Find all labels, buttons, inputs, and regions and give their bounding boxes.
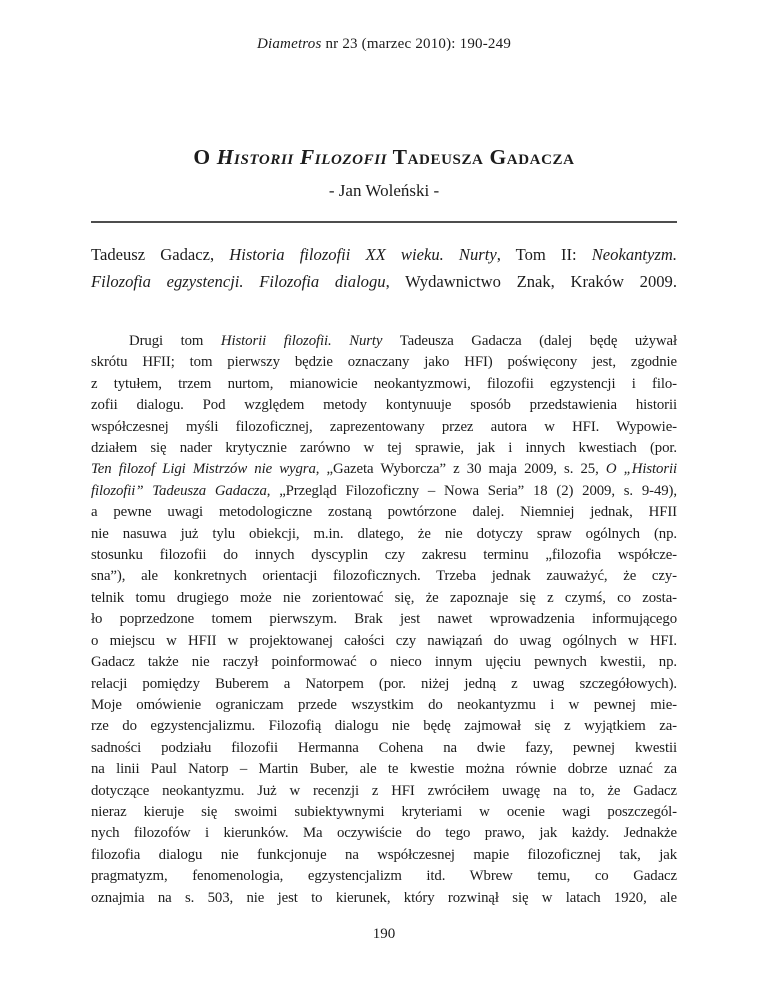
text-segment: nych filozofów i kierunków. Ma oczywiście do tego prawo, jak każdy. Jednakże [91,825,677,842]
body-text-line [91,716,677,737]
text-segment: Tadeusz Gadacz, [91,245,230,264]
italic-text-segment: filozofii” Tadeusza Gadacza [91,482,267,499]
text-segment: dotyczące neokantyzmu. Już w recenzji z HFI zwróciłem uwagę na to, że Gadacz [91,782,677,799]
text-segment: rze do egzystencjalizmu. Filozofią dialogu nie będę zajmował się z wyjątkiem za- [91,718,677,735]
body-text-line [91,781,677,802]
book-citation-block [91,241,677,295]
body-text-line [91,566,677,587]
body-text-line [91,481,677,502]
title-prefix: O [193,145,217,169]
text-segment: , Wydawnictwo Znak, Kraków 2009. [385,272,677,291]
body-text-line [91,609,677,630]
body-text-line [91,823,677,844]
text-segment: Drugi tom [129,333,221,349]
text-segment: , „Przegląd Filozoficzny – Nowa Seria” 18 (2) 2009, s. 9-49), [266,482,677,499]
body-text-line [91,759,677,780]
italic-text-segment: Historii filozofii. Nurty [220,333,383,349]
text-segment: na linii Paul Natorp – Martin Buber, ale te kwestie można równie dobrze uznać za [91,761,677,778]
issue-info: nr 23 (marzec 2010): 190-249 [321,36,512,52]
text-segment: ło poprzedzone tomem pierwszym. Brak jest nawet wprowadzenia informującego [91,611,677,628]
text-segment: a pewne uwagi metodologiczne zostaną powtórzone dalej. Niemniej jednak, HFII [91,504,677,521]
text-segment: pragmatyzm, fenomenologia, egzystencjalizm itd. Wbrew temu, co Gadacz [91,868,677,885]
body-text-line [91,459,677,480]
body-text-line [91,438,677,459]
journal-name: Diametros [256,36,322,52]
author-line: - Jan Woleński - [328,181,440,200]
body-text-line [91,524,677,545]
article-body-paragraph [91,331,677,909]
body-text-line [91,417,677,438]
italic-text-segment: Filozofia egzystencji. Filozofia dialogu [91,272,386,291]
title-divider-rule [91,221,677,223]
text-segment: , „Gazeta Wyborcza” z 30 maja 2009, s. 25, [315,461,606,478]
title-rest: Tadeusza Gadacza [387,145,575,169]
text-segment: Tadeusza Gadacza (dalej będę używał [382,333,677,349]
citation-line [91,268,677,295]
text-segment: z tytułem, trzem nurtom, mianowicie neokantyzmowi, filozofii egzystencji i filo- [91,375,677,392]
text-segment: stosunku filozofii do innych dyscyplin czy zakresu terminu „filozofia współcze- [91,547,677,564]
text-segment: Moje omówienie ograniczam przede wszystkim do neokantyzmu i w pewnej mie- [91,696,677,713]
italic-text-segment: Neokantyzm. [591,245,677,264]
body-text-line [91,395,677,416]
body-text-line [91,802,677,823]
body-text-line [91,631,677,652]
journal-header [0,36,768,53]
title-italic-part: Historii Filozofii [216,145,388,169]
body-text-line [91,502,677,523]
body-text-line [91,374,677,395]
body-text-line [91,652,677,673]
text-segment: sadności podziału filozofii Hermanna Cohena na dwie fazy, pewnej kwestii [91,739,677,756]
body-text-line [91,545,677,566]
italic-text-segment: O „Historii [605,461,677,478]
text-segment: Gadacz także nie raczył poinformować o nieco innym ujęciu pewnych kwestii, np. [91,654,677,671]
text-segment: , Tom II: [496,245,592,264]
italic-text-segment: Ten filozof Ligi Mistrzów nie wygra [91,461,316,478]
body-text-line [91,588,677,609]
body-text-line [91,674,677,695]
text-segment: sna”), ale konkretnych orientacji filozoficznych. Trzeba jednak zauważyć, że czy- [91,568,677,585]
text-segment: działem się nader krytycznie zarówno w tej sprawie, jak i innych kwestiach (por. [91,440,677,457]
body-text-line [91,695,677,716]
citation-line [91,241,677,268]
text-segment: telnik tomu drugiego może nie zorientować się, że zapoznaje się z czymś, co zosta- [91,589,677,606]
article-title [0,145,768,170]
text-segment: relacji pomiędzy Buberem a Natorpem (por. niżej jedną z uwag szczegółowych). [91,675,677,692]
page-number: 190 [372,926,396,942]
body-text-line [91,738,677,759]
text-segment: filozofia dialogu nie funkcjonuje na współczesnej mapie filozoficznej tak, jak [91,846,677,863]
text-segment: nie nasuwa już tylu obiekcji, m.in. dlatego, że nie dotyczy spraw ogólnych (np. [91,525,677,542]
body-text-line [91,331,677,352]
text-segment: współczesnej myśli filozoficznej, zaprezentowany przez autora w HFI. Wypowie- [91,418,677,435]
body-text-line [91,845,677,866]
italic-text-segment: Historia filozofii XX wieku. Nurty [229,245,497,264]
body-text-line [91,352,677,373]
body-text-line [91,888,677,909]
text-segment: zofii dialogu. Pod względem metody kontynuuje sposób przedstawienia historii [91,397,677,414]
text-segment: o miejscu w HFII w projektowanej całości czy nawiązań do uwag ogólnych w HFI. [91,632,677,649]
body-text-line [91,866,677,887]
text-segment: nieraz kieruje się swoimi subiektywnymi kryteriami w ocenie wagi poszczegól- [91,803,677,820]
text-segment: skrótu HFII; tom pierwszy będzie oznaczany jako HFI) poświęcony jest, zgodnie [91,354,677,371]
text-segment: oznajmia na s. 503, nie jest to kierunek, który rozwinął się w latach 1920, ale [91,889,677,906]
